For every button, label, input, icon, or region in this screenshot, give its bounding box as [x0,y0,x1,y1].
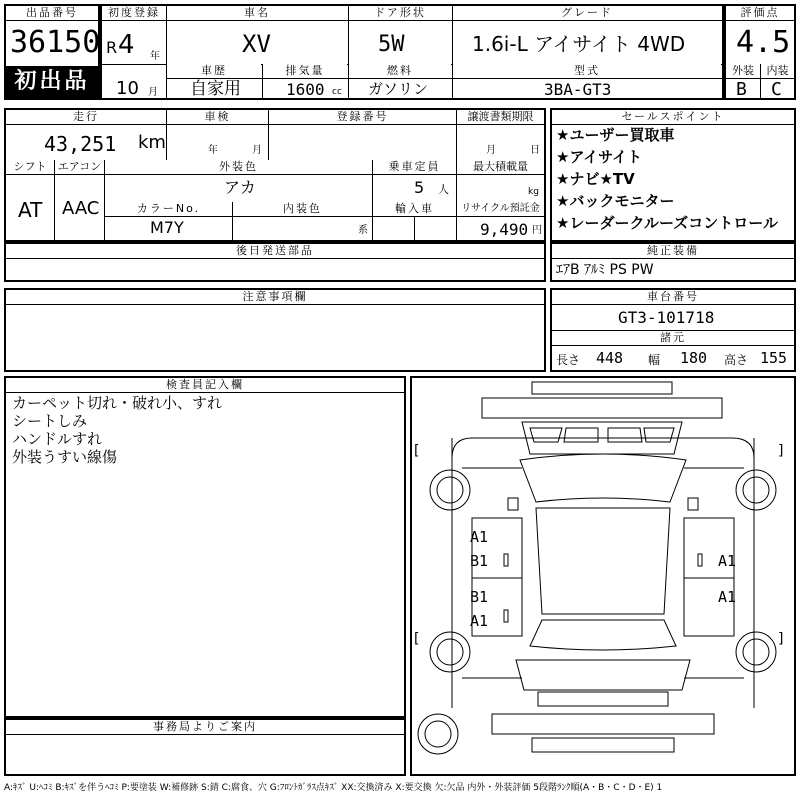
width-label: 幅 [648,353,661,367]
lot-label: 出品番号 [6,6,98,21]
displacement-label: 排気量 [263,64,347,78]
inspector-label: 検査員記入欄 [6,378,404,393]
grade-label: グレード [453,6,721,20]
score-value: 4.5 [736,25,791,60]
sales-point-item: ★ナビ★TV [556,170,635,188]
height-value: 155 [760,349,788,367]
lot-number: 36150 [10,25,101,60]
sales-point-item: ★アイサイト [556,148,643,166]
door-value: 5W [378,32,405,57]
recycle-unit: 円 [532,225,542,236]
transfer-month-unit: 月 [486,145,496,156]
history-value: 自家用 [190,79,241,99]
sales-points-label: セールスポイント [552,110,794,125]
transfer-label: 譲渡書類期限 [457,110,544,124]
interior-grade: C [771,79,782,100]
door-label: ドア形状 [349,6,451,20]
history-label: 車歴 [167,64,261,78]
damage-mark: A1 [470,528,489,546]
chassis-box [550,288,796,372]
int-color-unit: 系 [358,225,368,236]
first-reg-label: 初度登録 [102,6,166,20]
right-bracket-bottom: ] [778,631,784,647]
mileage-value: 43,251 [44,132,117,156]
reg-year-unit: 年 [150,51,160,62]
recycle-label: リサイクル預託金 [457,202,544,216]
exterior-grade: B [736,79,747,100]
inspector-note-line: カーペット切れ・破れ小、すれ [12,394,223,412]
left-bracket-bottom: [ [414,631,420,647]
shift-label: シフト [6,160,54,174]
recycle-value: 9,490 [480,220,529,239]
sales-point-item: ★レーダークルーズコントロール [556,214,778,232]
damage-mark: B1 [470,552,489,570]
inspector-notes [12,394,222,466]
maxload-label: 最大積載量 [457,160,544,174]
lot-box [4,4,100,100]
ext-color-label: 外装色 [105,160,372,174]
right-bracket-top: ] [778,443,784,459]
capacity-value: 5 [414,178,425,197]
color-no-value: M7Y [150,218,184,237]
equipment-box [550,242,796,282]
shift-value: AT [18,198,43,222]
office-box [4,718,406,776]
int-color-label: 内装色 [233,202,372,216]
ac-value: AAC [62,198,100,219]
color-no-label: カラーNo. [105,202,232,216]
vehicle-header [100,4,724,100]
chassis-value: GT3-101718 [618,308,715,327]
sales-points-list [556,124,778,234]
fuel-label: 燃料 [349,64,451,78]
inspection-month-unit: 月 [252,145,262,156]
inspector-note-line: シートしみ [12,412,88,430]
equipment-label: 純正装備 [552,244,794,259]
grade-value: 1.6i-L アイサイト 4WD [472,32,686,56]
ext-color-value: アカ [224,178,256,197]
fuel-value: ガソリン [368,80,429,98]
first-listing-badge: 初出品 [6,66,98,98]
damage-diagram [410,376,796,776]
length-label: 長さ [556,353,581,367]
damage-mark: A1 [718,552,737,570]
office-label: 事務局よりご案内 [6,720,404,735]
equipment-value: ｴｱB ｱﾙﾐ PS PW [556,262,654,278]
car-name: XV [242,30,271,58]
reg-month: 10 [116,78,139,99]
height-label: 高さ [724,353,749,367]
inspector-note-line: ハンドルすれ [12,430,103,448]
notes-label: 注意事項欄 [6,290,544,305]
model-value: 3BA-GT3 [544,80,612,99]
era-label: R [106,38,118,57]
capacity-label: 乗車定員 [373,160,456,174]
chassis-label: 車台番号 [552,290,794,305]
maxload-unit: kg [528,187,539,197]
model-label: 型式 [453,64,721,78]
inspector-note-line: 外装うすい線傷 [12,448,118,466]
notes-box [4,288,546,372]
exterior-grade-label: 外装 [726,64,760,78]
score-label: 評価点 [726,6,794,21]
import-label: 輸入車 [373,202,456,216]
reg-month-unit: 月 [148,87,158,98]
sales-points-box [550,108,796,242]
vehicle-details [4,108,546,242]
damage-mark: A1 [470,612,489,630]
left-bracket-top: [ [414,443,420,459]
length-value: 448 [596,349,624,367]
interior-grade-label: 内装 [761,64,794,78]
damage-legend: A:ｷｽﾞ U:ﾍｺﾐ B:ｷｽﾞを伴うﾍｺﾐ P:要塗装 W:補修跡 S:錆 C:腐食、穴 G:ﾌﾛﾝﾄｶﾞﾗｽ点ｷｽﾞ XX:交換済み X:要交換 欠:欠品 内外・外装評価 5段階ﾗﾝｸ順(A・B・C・D・E) 1 [4,783,663,793]
displacement-value: 1600 [286,80,325,99]
later-parts-label: 後日発送部品 [6,244,544,259]
ac-label: エアコン [55,160,104,174]
width-value: 180 [680,349,708,367]
score-box [724,4,796,100]
damage-mark: A1 [718,588,737,606]
inspection-label: 車検 [167,110,268,124]
regno-label: 登録番号 [269,110,456,124]
mileage-unit: km [138,132,166,153]
later-parts-box [4,242,546,282]
inspector-box [4,376,406,718]
damage-mark: B1 [470,588,489,606]
inspection-year-unit: 年 [208,145,218,156]
sales-point-item: ★ユーザー買取車 [556,126,675,144]
mileage-label: 走行 [6,110,166,124]
capacity-unit: 人 [438,183,449,196]
reg-year: 4 [118,30,135,60]
displacement-unit: cc [332,87,342,97]
dims-label: 諸元 [552,331,794,346]
transfer-day-unit: 日 [530,145,540,156]
car-outline-diagram [412,378,794,774]
sales-point-item: ★バックモニター [556,192,675,210]
car-name-label: 車名 [167,6,347,20]
